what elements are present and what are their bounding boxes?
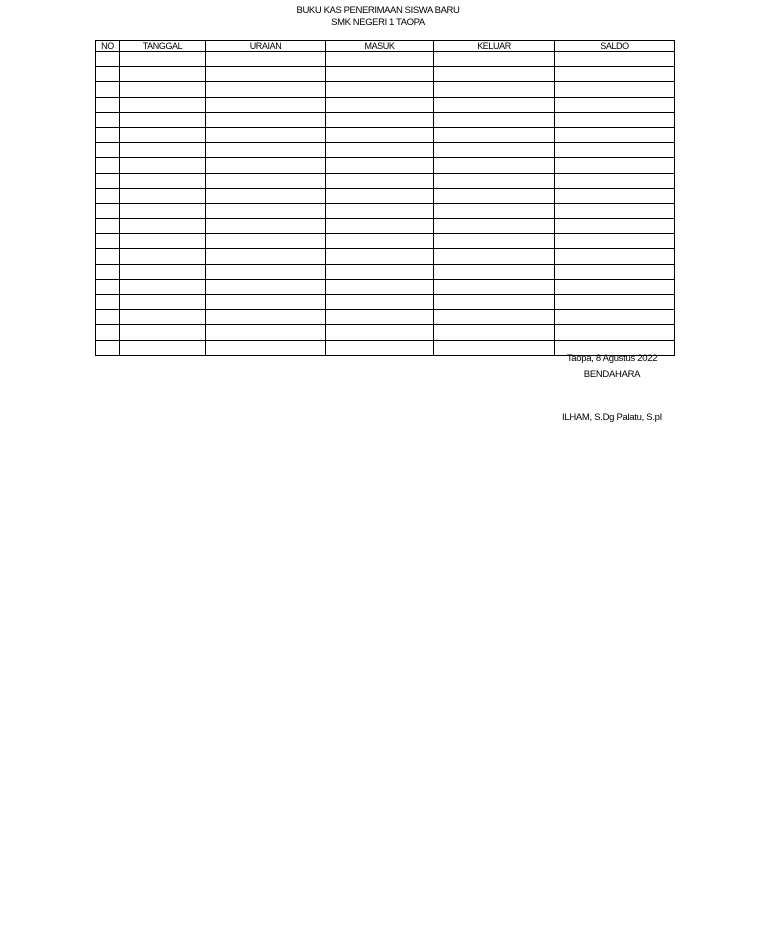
table-cell [434,52,555,67]
table-row [96,249,675,264]
table-cell [434,158,555,173]
table-cell [555,82,675,97]
table-cell [120,143,206,158]
table-cell [434,173,555,188]
table-cell [326,219,434,234]
table-row [96,279,675,294]
table-cell [120,219,206,234]
table-cell [326,82,434,97]
table-row [96,82,675,97]
table-cell [120,234,206,249]
table-cell [434,143,555,158]
table-cell [326,279,434,294]
column-header-no: NO [96,41,120,52]
cash-ledger-table [95,40,675,356]
table-cell [326,234,434,249]
table-cell [120,279,206,294]
table-cell [434,203,555,218]
table-cell [326,173,434,188]
table-cell [206,173,326,188]
table-cell [326,264,434,279]
table-cell [555,67,675,82]
table-cell [434,127,555,142]
table-cell [326,158,434,173]
table-cell [120,67,206,82]
table-cell [120,203,206,218]
table-cell [206,82,326,97]
table-cell [120,264,206,279]
table-row [96,188,675,203]
table-cell [326,188,434,203]
table-cell [434,67,555,82]
table-row [96,203,675,218]
table-cell [555,143,675,158]
table-row [96,310,675,325]
table-cell [555,188,675,203]
table-cell [555,325,675,340]
table-cell [434,219,555,234]
table-cell [120,158,206,173]
title-line-2: SMK NEGERI 1 TAOPA [331,16,425,28]
table-row [96,264,675,279]
column-header-saldo: SALDO [555,41,675,52]
table-cell [96,52,120,67]
table-cell [206,203,326,218]
table-cell [555,52,675,67]
table-cell [434,82,555,97]
table-cell [206,340,326,355]
table-cell [96,203,120,218]
table-cell [434,325,555,340]
table-cell [434,97,555,112]
table-cell [326,340,434,355]
table-row [96,173,675,188]
table-cell [120,325,206,340]
table-cell [326,112,434,127]
table-row [96,67,675,82]
table-row [96,112,675,127]
table-cell [206,52,326,67]
table-row [96,158,675,173]
table-cell [96,158,120,173]
table-cell [96,279,120,294]
table-cell [555,112,675,127]
table-cell [555,127,675,142]
table-cell [434,279,555,294]
table-cell [206,112,326,127]
table-row [96,97,675,112]
table-cell [326,310,434,325]
table-cell [206,325,326,340]
table-cell [434,310,555,325]
table-cell [96,249,120,264]
table-cell [96,143,120,158]
table-cell [206,97,326,112]
table-row [96,234,675,249]
table-cell [555,249,675,264]
table-cell [96,310,120,325]
table-cell [434,264,555,279]
table-row [96,52,675,67]
table-cell [96,112,120,127]
table-cell [96,295,120,310]
table-header-row [96,41,675,52]
table-cell [120,295,206,310]
column-header-tanggal: TANGGAL [120,41,206,52]
table-cell [96,340,120,355]
signature-place-date: Taopa, 8 Agustus 2022 [566,353,658,364]
table-cell [120,52,206,67]
table-cell [96,219,120,234]
table-cell [326,295,434,310]
table-cell [206,219,326,234]
table-cell [206,158,326,173]
table-cell [326,203,434,218]
table-cell [206,310,326,325]
table-cell [326,249,434,264]
table-cell [434,295,555,310]
table-cell [555,158,675,173]
table-cell [206,188,326,203]
table-cell [96,127,120,142]
table-row [96,295,675,310]
table-cell [120,249,206,264]
table-row [96,143,675,158]
table-cell [555,97,675,112]
table-row [96,127,675,142]
table-cell [555,203,675,218]
table-cell [555,234,675,249]
signature-name: ILHAM, S.Dg Palatu, S.pI [562,412,662,423]
table-cell [96,234,120,249]
table-cell [434,234,555,249]
table-cell [96,264,120,279]
table-cell [206,279,326,294]
table-cell [326,67,434,82]
table-cell [206,295,326,310]
table-cell [96,82,120,97]
column-header-keluar: KELUAR [434,41,555,52]
table-body [96,52,675,356]
table-cell [96,67,120,82]
table-cell [120,173,206,188]
table-cell [96,188,120,203]
table-cell [206,234,326,249]
table-cell [120,127,206,142]
table-cell [434,188,555,203]
table-cell [326,97,434,112]
table-cell [120,112,206,127]
table-cell [326,143,434,158]
table-cell [555,264,675,279]
table-cell [120,188,206,203]
table-cell [120,82,206,97]
table-cell [434,112,555,127]
table-row [96,325,675,340]
table-row [96,219,675,234]
signature-role: BENDAHARA [583,369,641,380]
table-cell [326,52,434,67]
table-cell [120,340,206,355]
table-cell [120,97,206,112]
table-cell [206,127,326,142]
table-cell [555,295,675,310]
table-cell [555,219,675,234]
table-cell [96,325,120,340]
document-title [0,5,756,28]
table-cell [555,173,675,188]
table-cell [434,249,555,264]
table-cell [206,249,326,264]
table-cell [96,173,120,188]
table-cell [326,127,434,142]
column-header-uraian: URAIAN [206,41,326,52]
title-line-1: BUKU KAS PENERIMAAN SISWA BARU [296,5,460,16]
table-cell [326,325,434,340]
table-cell [120,310,206,325]
table-cell [434,340,555,355]
table-cell [206,143,326,158]
table-cell [555,279,675,294]
table-cell [206,264,326,279]
column-header-masuk: MASUK [326,41,434,52]
table-cell [555,310,675,325]
table-cell [206,67,326,82]
table-cell [96,97,120,112]
